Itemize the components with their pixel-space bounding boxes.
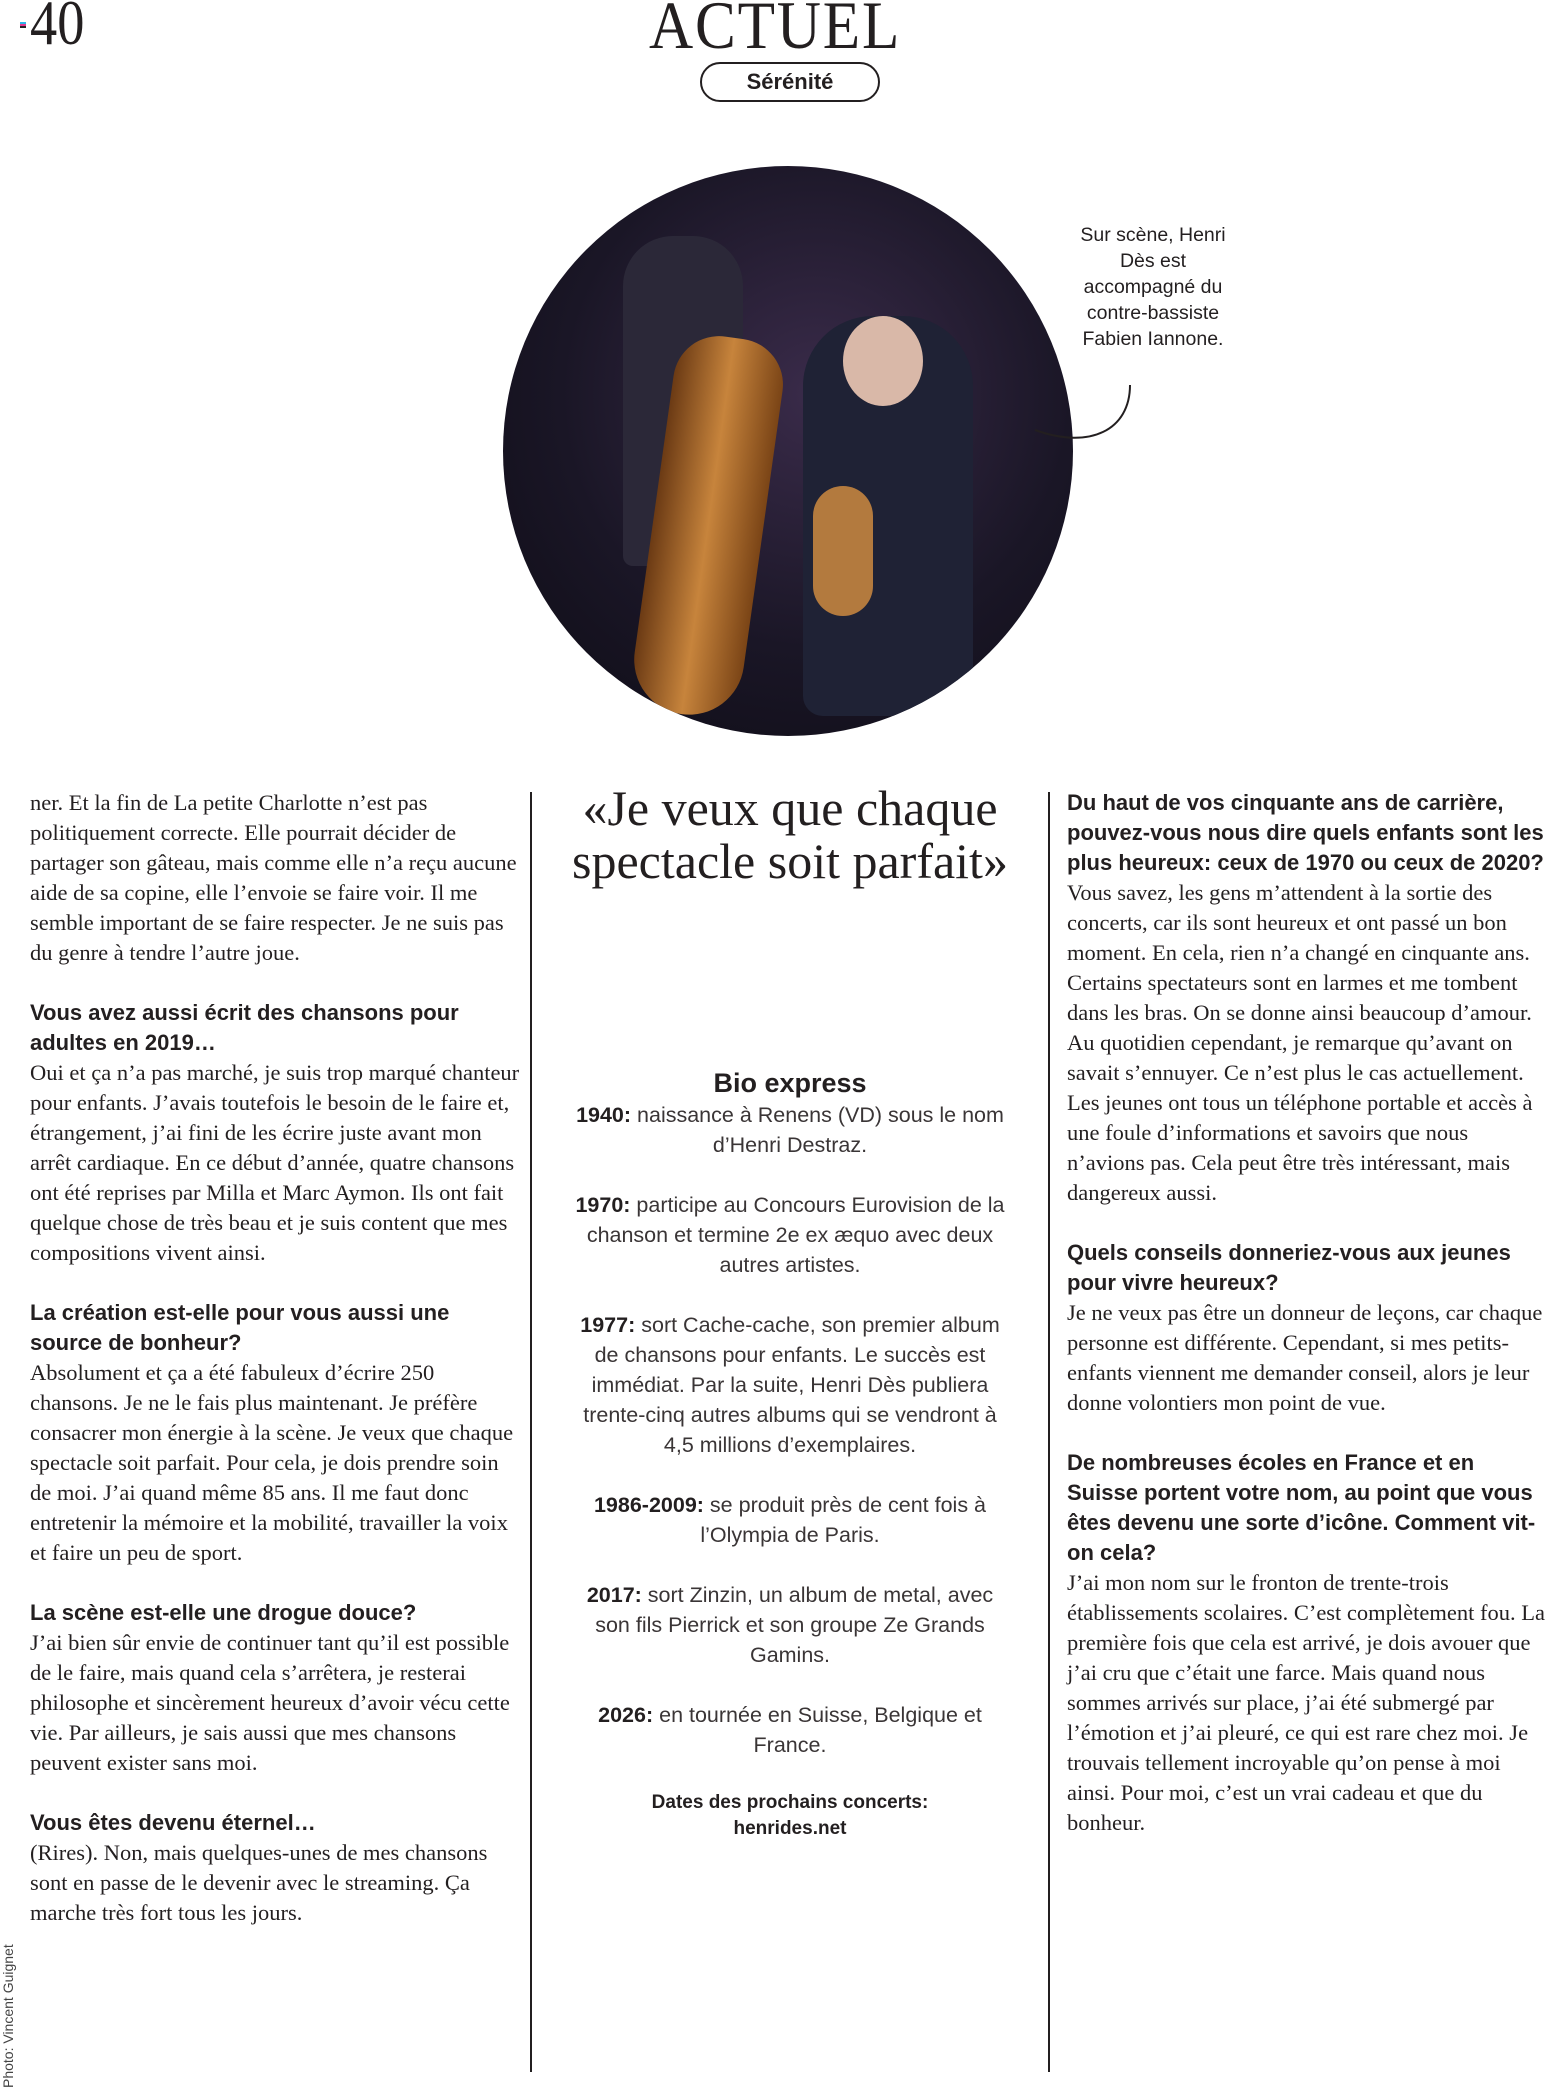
photo-caption: Sur scène, Henri Dès est accompagné du contre-bassiste Fabien Iannone. [1080,224,1226,350]
bio-text: sort Cache-cache, son premier album de chansons pour enfants. Le succès est immédiat. Par la suite, Henri Dès publiera trente-cinq autres albums qui se vendront à 4,5 millions d’exemplaires. [583,1313,1000,1457]
interview-answer: J’ai bien sûr envie de continuer tant qu’il est possible de le faire, mais quand cela s’arrêtera, je resterai philosophe et sincèrement heureux d’avoir vécu cette vie. Par ailleurs, je sais aussi que mes chansons peuvent exister sans moi. [30,1630,510,1775]
bio-text: se produit près de cent fois à l’Olympia de Paris. [700,1493,987,1547]
interview-answer: J’ai mon nom sur le fronton de trente-trois établissements scolaires. C’est complètement fou. La première fois que cela est arrivé, je dois avouer que j’ai cru que c’était une farce. Mais quand nous sommes arrivés sur place, j’ai été submergé par l’émotion et j’ai pleuré, ce qui est rare chez moi. Je trouvais tellement incroyable qu’on pense à moi ainsi. Pour moi, c’est un vrai cadeau et que du bonheur. [1067,1570,1545,1835]
bio-year: 1970: [575,1193,631,1217]
singer-head [843,316,923,406]
column-divider [1048,792,1050,2072]
interview-answer: ner. Et la fin de La petite Charlotte n’est pas politiquement correcte. Elle pourrait décider de partager son gâteau, mais comme elle n’a reçu aucune aide de sa copine, elle l’envoie se faire voir. Il me semble important de se faire respecter. Je ne suis pas du genre à tendre l’autre joue. [30,790,517,965]
bio-year: 2017: [586,1583,642,1607]
interview-answer: Oui et ça n’a pas marché, je suis trop marqué chanteur pour enfants. J’avais toutefois le besoin de le faire et, étrangement, j’ai fini de les écrire juste avant mon arrêt cardiaque. En ce début d’année, quatre chansons ont été reprises par Milla et Marc Aymon. Ils ont fait quelque chose de très beau et je suis content que mes compositions vivent ainsi. [30,1060,520,1265]
concert-website: henrides.net [733,1818,847,1839]
interview-question: La scène est-elle une drogue douce? [30,1600,417,1625]
interview-question: Vous êtes devenu éternel… [30,1810,316,1835]
bio-entry [570,1700,1010,1760]
guitar [813,486,873,616]
bio-text: sort Zinzin, un album de metal, avec son fils Pierrick et son groupe Ze Grands Gamins. [595,1583,994,1667]
caption-pointer-icon [1030,380,1140,460]
bio-entry [570,1580,1010,1670]
interview-answer: (Rires). Non, mais quelques-unes de mes chansons sont en passe de le devenir avec le streaming. Ça marche très fort tous les jours. [30,1840,488,1925]
right-column [1067,788,1550,1868]
bio-express [570,1068,1010,1842]
column-divider [530,792,532,2072]
bio-year: 2026: [598,1703,654,1727]
left-column [30,788,520,1958]
bio-year: 1940: [576,1103,632,1127]
bio-text: naissance à Renens (VD) sous le nom d’Henri Destraz. [631,1103,1004,1157]
interview-question: Quels conseils donneriez-vous aux jeunes pour vivre heureux? [1067,1240,1511,1295]
bio-year: 1986-2009: [593,1493,704,1517]
interview-question: Du haut de vos cinquante ans de carrière, pouvez-vous nous dire quels enfants sont les plus heureux: ceux de 1970 ou ceux de 2020? [1067,790,1544,875]
category-tag: Sérénité [700,62,880,102]
pull-quote: «Je veux que chaque spectacle soit parfait» [572,780,1008,889]
concert-photo [503,166,1073,736]
interview-question: La création est-elle pour vous aussi une source de bonheur? [30,1300,450,1355]
bio-entry [570,1100,1010,1160]
bio-entry [570,1490,1010,1550]
photo-credit: Photo: Vincent Guignet [0,1944,16,2088]
page-number: 40 [30,0,85,58]
bio-text: participe au Concours Eurovision de la chanson et termine 2e ex æquo avec deux autres artistes. [586,1193,1005,1277]
bio-text: en tournée en Suisse, Belgique et France. [653,1703,982,1757]
interview-answer: Je ne veux pas être un donneur de leçons, car chaque personne est différente. Cependant, si mes petits-enfants viennent me demander conseil, alors je leur donne volontiers mon point de vue. [1067,1300,1543,1415]
bio-entry [570,1190,1010,1280]
bio-title: Bio express [713,1068,867,1098]
interview-question: Vous avez aussi écrit des chansons pour adultes en 2019… [30,1000,459,1055]
section-title: ACTUEL [648,0,902,63]
bio-year: 1977: [580,1313,636,1337]
interview-answer: Absolument et ça a été fabuleux d’écrire 250 chansons. Je ne le fais plus maintenant. Je préfère consacrer mon énergie à la scène. Je veux que chaque spectacle soit parfait. Pour cela, je dois prendre soin de moi. J’ai quand même 85 ans. Il me faut donc entretenir la mémoire et la mobilité, travailler la voix et faire un peu de sport. [30,1360,514,1565]
interview-answer: Vous savez, les gens m’attendent à la sortie des concerts, car ils sont heureux et ont passé un bon moment. En cela, rien n’a changé en cinquante ans. Certains spectateurs sont en larmes et me tombent dans les bras. On se donne ainsi beaucoup d’amour. Au quotidien cependant, je remarque qu’avant on savait s’ennuyer. Ce n’est plus le cas actuellement. Les jeunes ont tous un téléphone portable et accès à une foule d’informations et savoirs que nous n’avions pas. Cela peut être très intéressant, mais dangereux aussi. [1067,880,1533,1205]
concert-dates-label: Dates des prochains concerts: [651,1792,929,1813]
interview-question: De nombreuses écoles en France et en Suisse portent votre nom, au point que vous êtes devenu une sorte d’icône. Comment vit-on cela? [1067,1450,1536,1565]
bio-entry [570,1310,1010,1460]
